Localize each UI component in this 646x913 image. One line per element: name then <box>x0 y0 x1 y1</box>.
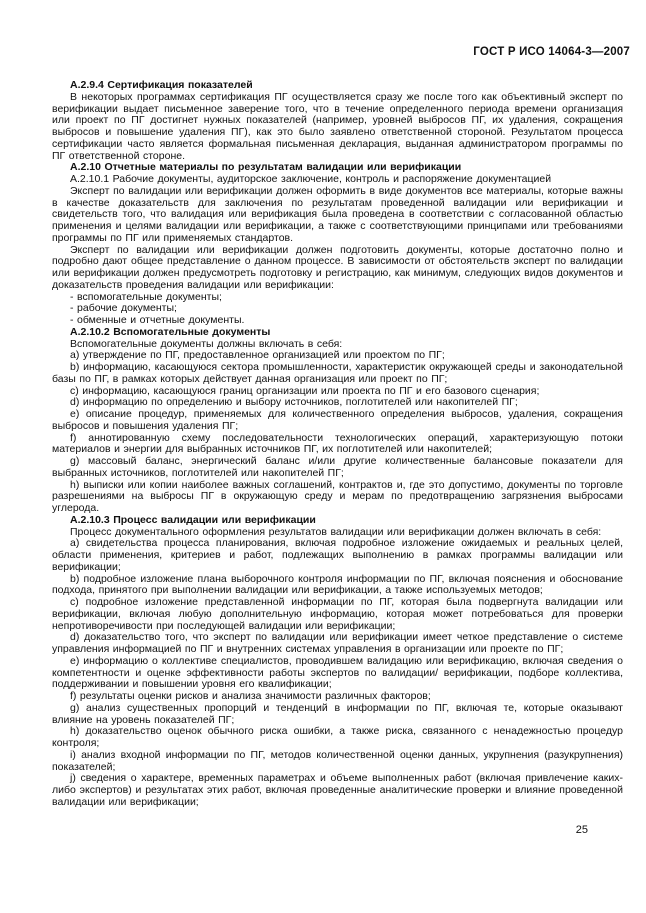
paragraph: i) анализ входной информации по ПГ, методов количественной оценки данных, укрупнения (разукрупнения) показателей; <box>52 748 623 773</box>
paragraph: Вспомогательные документы должны включать в себя: <box>70 337 343 350</box>
paragraph: Процесс документального оформления результатов валидации или верификации должен включать в себя: <box>70 525 602 538</box>
paragraph: d) доказательство того, что эксперт по валидации или верификации имеет четкое представление о системе управления информацией по ПГ и внутренних системах управления в организации или проекте по ПГ; <box>52 631 623 655</box>
paragraph: Эксперт по валидации или верификации должен оформить в виде документов все материалы, которые важны в качестве доказательств для заключения по результатам проведенной валидации или верификации и свидетельств того, что валидация или верификация была проведена в соответствии с согласованной областью применения и целями валидации или верификации, а также с соответствующими принципами или требованиями программы по ПГ или применяемых стандартов. <box>52 184 623 244</box>
paragraph: Эксперт по валидации или верификации должен подготовить документы, которые достаточно полно и подробно дают общее представление о данном процессе. В зависимости от обстоятельств эксперт по валидации или верификации должен предусмотреть подготовку и регистрацию, как минимум, следующих видов документов и доказательств проведения валидации или верификации: <box>52 243 623 291</box>
paragraph: g) массовый баланс, энергический баланс и/или другие количественные балансовые показатели для выбранных источников, поглотителей или накопителей ПГ; <box>52 455 623 479</box>
section-heading: А.2.10.2 Вспомогательные документы <box>70 325 271 338</box>
paragraph: a) утверждение по ПГ, предоставленное организацией или проектом по ПГ; <box>70 349 445 362</box>
paragraph: e) информацию о коллективе специалистов, проводившем валидацию или верификацию, включая сведения о компетентности и оценке эффективности работы экспертов по валидации/ верификации, подборе коллектива, поддерживании и повышении уровня его квалификации; <box>52 654 623 691</box>
paragraph: g) анализ существенных пропорций и тенденций в информации по ПГ, включая те, которые оказывают влияние на уровень показателей ПГ; <box>52 701 623 726</box>
paragraph: В некоторых программах сертификация ПГ осуществляется сразу же после того как объективный эксперт по верификации выдает письменное заверение того, что в течение определенного периода времени организация или проект по ПГ достигнет нужных показателей (например, уровней выбросов ПГ, их удаления, сокращения выбросов и повышение удаления ПГ), как это было заявлено ответственной стороной. Результатом процесса сертификации часто является формальная письменная декларация, выданная администратором программы по ПГ ответственной стороне. <box>52 90 623 162</box>
page-number: 25 <box>575 824 588 836</box>
document-header-title: ГОСТ Р ИСО 14064-3—2007 <box>473 46 630 58</box>
section-heading: А.2.10.3 Процесс валидации или верификации <box>70 513 316 526</box>
list-item: - рабочие документы; <box>70 302 177 315</box>
paragraph: h) доказательство оценок обычного риска ошибки, а также риска, связанного с ненадежностью процедур контроля; <box>52 725 623 749</box>
paragraph: j) сведения о характере, временных параметрах и объеме выполненных работ (включая привлечение каких-либо экспертов) и результатах этих работ, включая проведенные аналитические проверки и влияние проведенной валидации или верификации; <box>52 772 623 808</box>
paragraph: b) информацию, касающуюся сектора промышленности, характеристик окружающей среды и законодательной базы по ПГ, в рамках которых действует данная организация или проект по ПГ; <box>52 361 623 385</box>
list-item: - обменные и отчетные документы. <box>70 314 245 326</box>
list-item: - вспомогательные документы; <box>70 290 222 303</box>
paragraph: e) описание процедур, применяемых для количественного определения выбросов, удаления, сокращения выбросов и повышения удаления ПГ; <box>52 408 623 432</box>
paragraph: d) информацию по определению и выбору источников, поглотителей или накопителей ПГ; <box>70 396 518 409</box>
paragraph: b) подробное изложение плана выборочного контроля информации по ПГ, включая пояснения и обоснование подхода, принятого при выполнении валидации или верификации, а также используемых методов; <box>52 572 623 597</box>
paragraph: c) информацию, касающуюся границ организации или проекта по ПГ и его базового сценария; <box>70 384 540 397</box>
paragraph: f) аннотированную схему последовательности технологических операций, характеризующую потоки материалов и энергии для выбранных источников ПГ, их поглотителей или накопителей; <box>52 431 623 456</box>
paragraph: h) выписки или копии наиболее важных соглашений, контрактов и, где это допустимо, документы по торговле разрешениями на выбросы ПГ в окружающую среду и мерам по предотвращению загрязнения выбросами углерода. <box>52 478 623 514</box>
paragraph: f) результаты оценки рисков и анализа значимости различных факторов; <box>70 690 431 702</box>
paragraph: a) свидетельства процесса планирования, включая подробное изложение ожидаемых и реальных целей, области применения, критериев и работ, подлежащих выполнению в рамках программы валидации или верификации; <box>52 537 623 573</box>
section-heading: А.2.9.4 Сертификация показателей <box>70 79 253 91</box>
paragraph: А.2.10.1 Рабочие документы, аудиторское заключение, контроль и распоряжение документацией <box>70 173 552 185</box>
paragraph: c) подробное изложение представленной информации по ПГ, которая была подвергнута валидации или верификации, включая любую дополнительную информацию, которая может потребоваться для проверки непротиворечивости при последующей валидации или верификации; <box>52 596 623 632</box>
document-body <box>52 80 623 809</box>
section-heading: А.2.10 Отчетные материалы по результатам валидации или верификации <box>70 161 462 174</box>
